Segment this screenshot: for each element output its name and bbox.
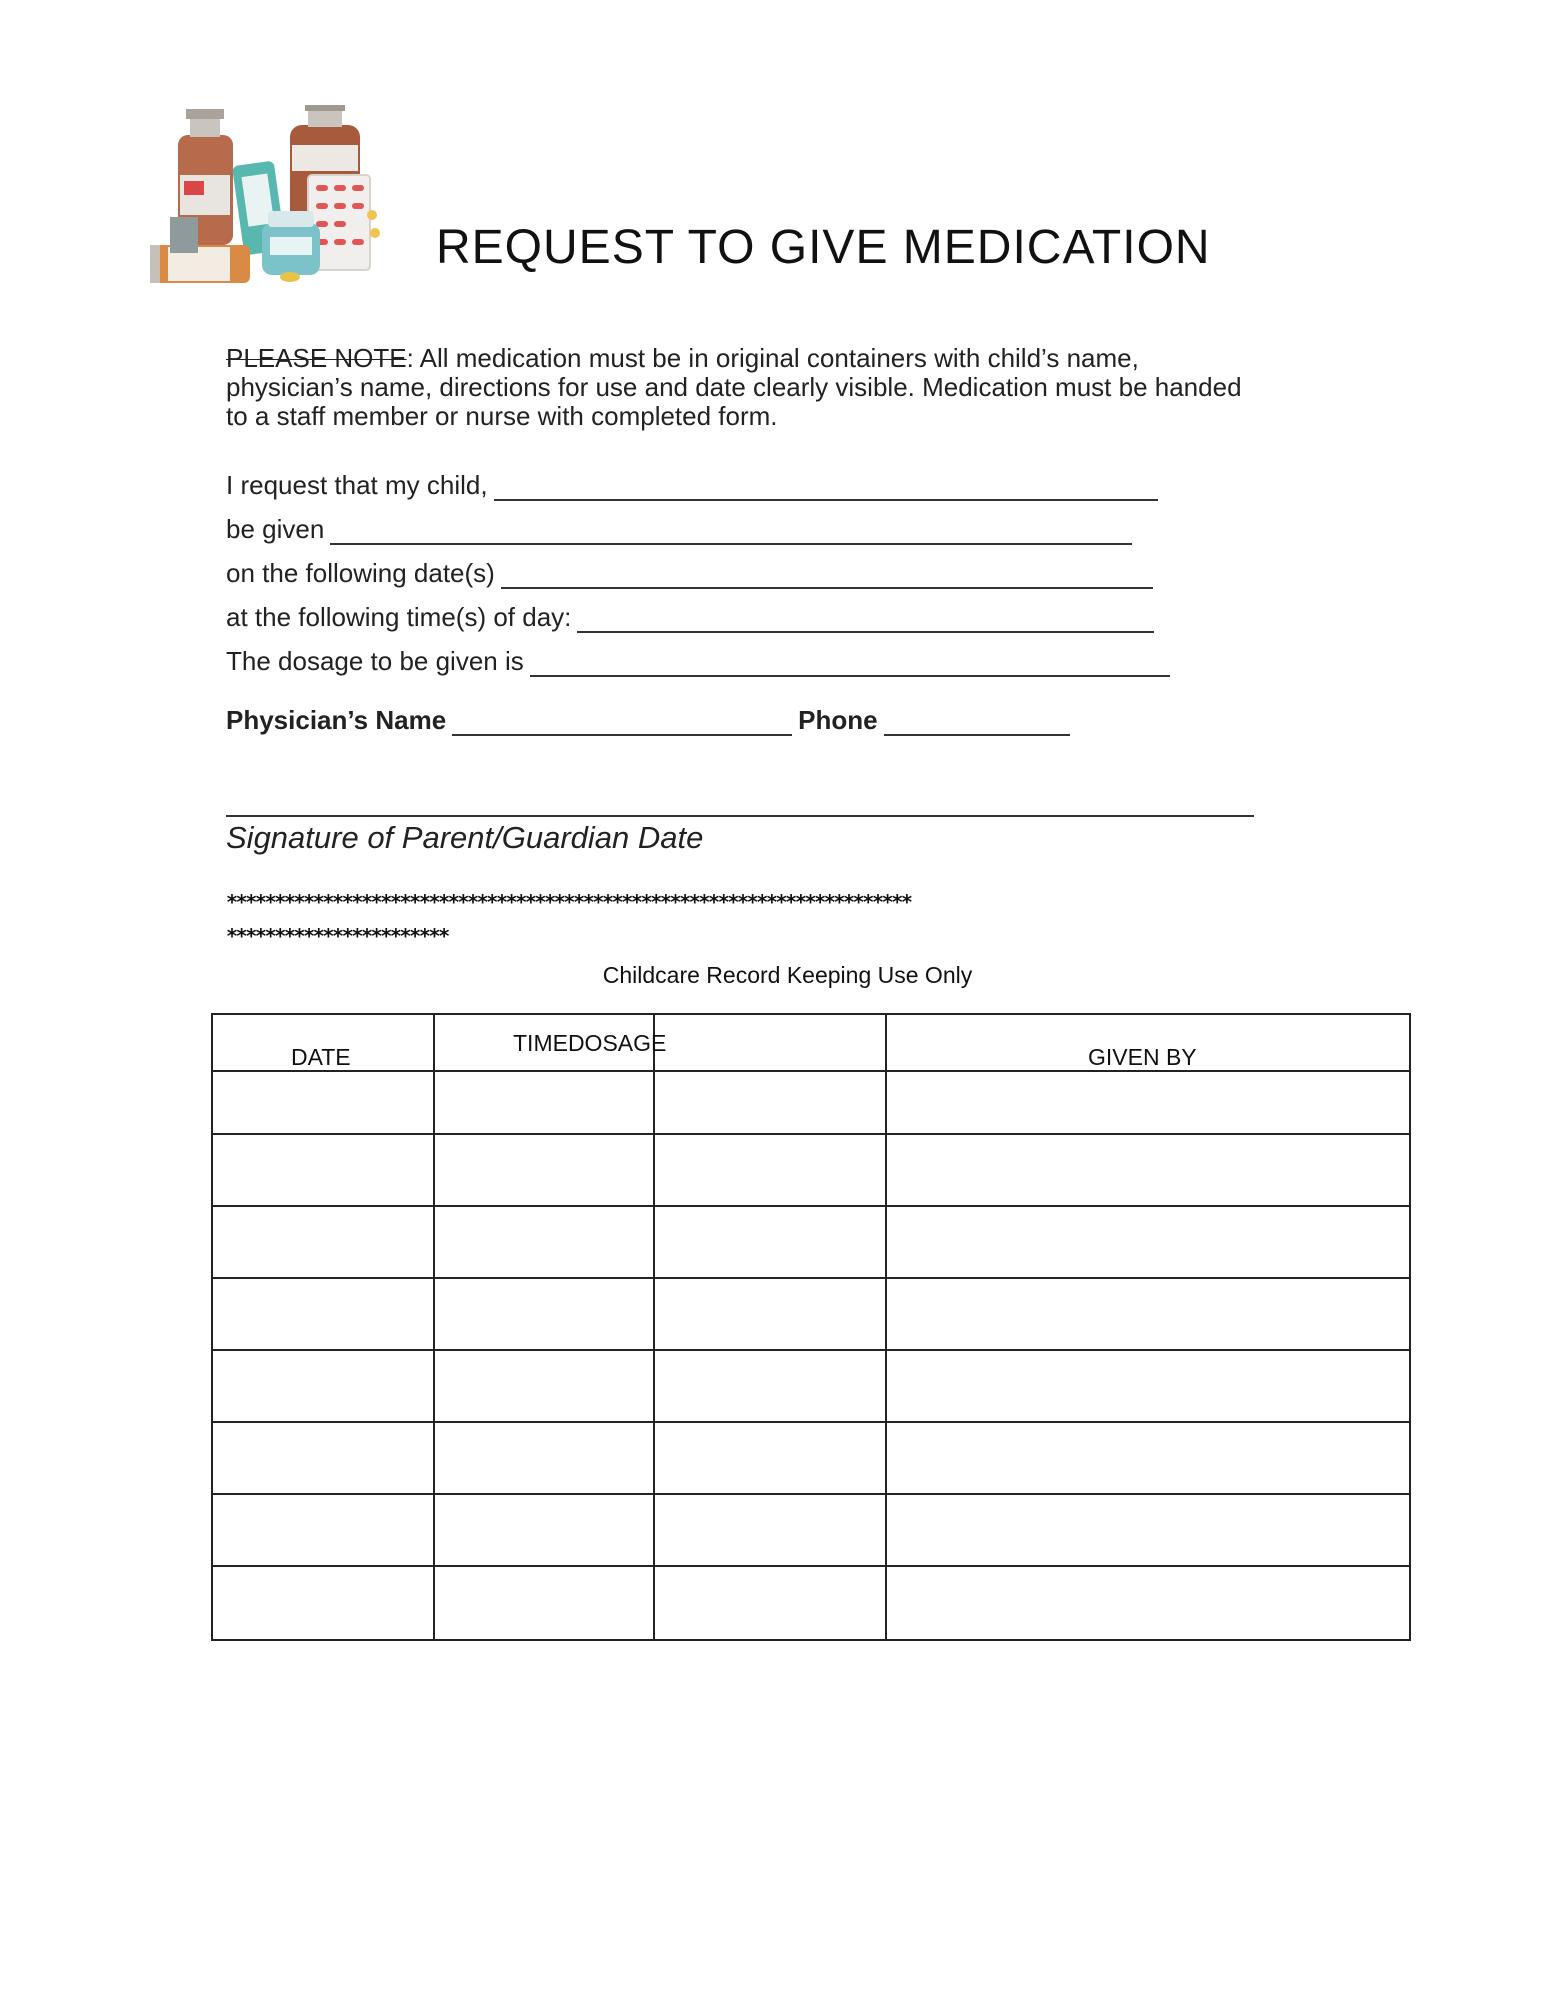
separator-stars-line-1: ***********************************************************************	[226, 890, 911, 914]
dates-label: on the following date(s)	[226, 558, 495, 588]
please-note-paragraph	[226, 344, 1266, 431]
dosage-blank[interactable]	[530, 653, 1170, 677]
child-name-blank[interactable]	[494, 477, 1158, 501]
times-label: at the following time(s) of day:	[226, 602, 572, 632]
medication-blank[interactable]	[330, 521, 1132, 545]
physician-field	[226, 705, 1070, 736]
signature-label: Signature of Parent/Guardian Date	[226, 820, 704, 855]
medication-field	[226, 514, 1132, 545]
please-note-label: PLEASE NOTE	[226, 343, 407, 373]
medication-bottles-illustration	[150, 105, 410, 285]
please-note-text: : All medication must be in original containers with child’s name, physician’s name, directions for use and date clearly visible. Medication must be handed to a staff member or nurse with completed form.	[226, 343, 1242, 431]
times-field	[226, 602, 1154, 633]
header-time-dosage: TIMEDOSAGE	[513, 1030, 667, 1056]
dates-field	[226, 558, 1153, 589]
header-date: DATE	[291, 1044, 351, 1070]
dates-blank[interactable]	[501, 565, 1153, 589]
medication-label: be given	[226, 514, 325, 544]
signature-line[interactable]	[226, 815, 1254, 817]
dosage-field	[226, 646, 1170, 677]
separator-stars-line-2: ***********************	[226, 924, 448, 948]
physician-name-blank[interactable]	[452, 712, 792, 736]
record-table-grid	[211, 1013, 1411, 1641]
header-given-by: GIVEN BY	[1088, 1044, 1197, 1070]
phone-blank[interactable]	[884, 712, 1070, 736]
record-keeping-title: Childcare Record Keeping Use Only	[602, 962, 973, 988]
physician-name-label: Physician’s Name	[226, 705, 447, 735]
record-table	[211, 1013, 1411, 1641]
page-title: REQUEST TO GIVE MEDICATION	[436, 221, 1211, 274]
phone-label: Phone	[798, 705, 878, 735]
child-name-field	[226, 470, 1158, 501]
child-name-label: I request that my child,	[226, 470, 488, 500]
dosage-label: The dosage to be given is	[226, 646, 524, 676]
times-blank[interactable]	[577, 609, 1154, 633]
